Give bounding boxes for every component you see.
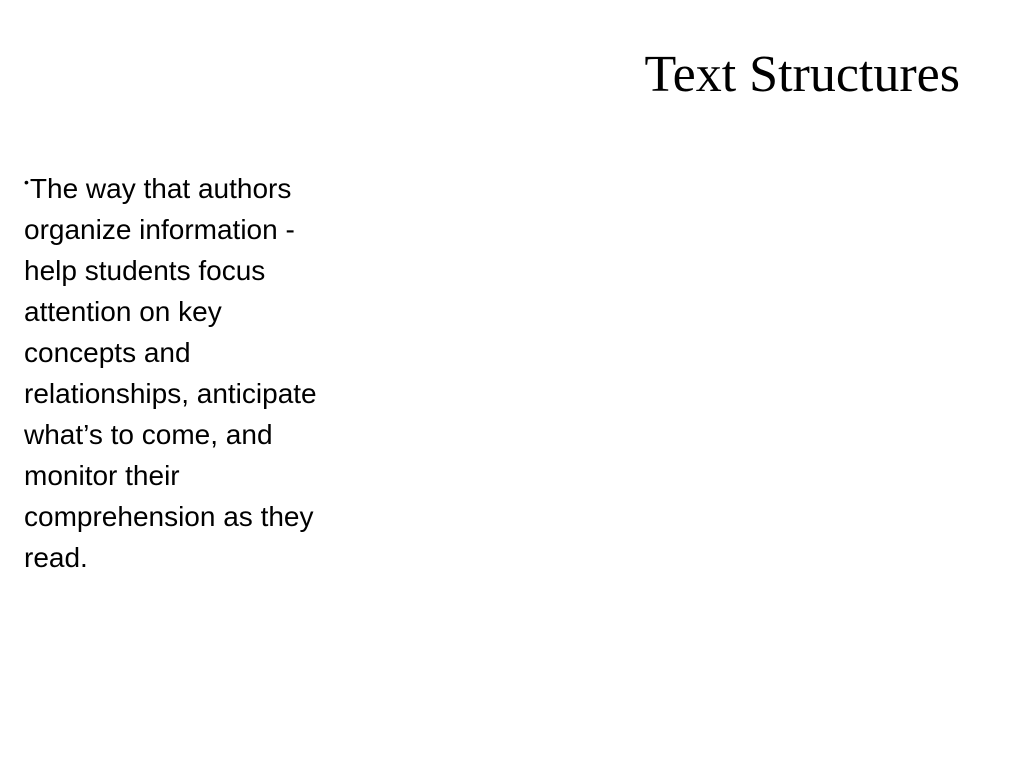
- bullet-text: The way that authors organize information - help students focus attention on key concepts and relationships, anticipate what’s to come, and monitor their comprehension as they read.: [24, 173, 317, 573]
- bullet-list: [24, 168, 324, 578]
- slide-title: Text Structures: [644, 46, 960, 103]
- bullet-item: [24, 168, 324, 578]
- bullet-icon: •: [24, 174, 29, 190]
